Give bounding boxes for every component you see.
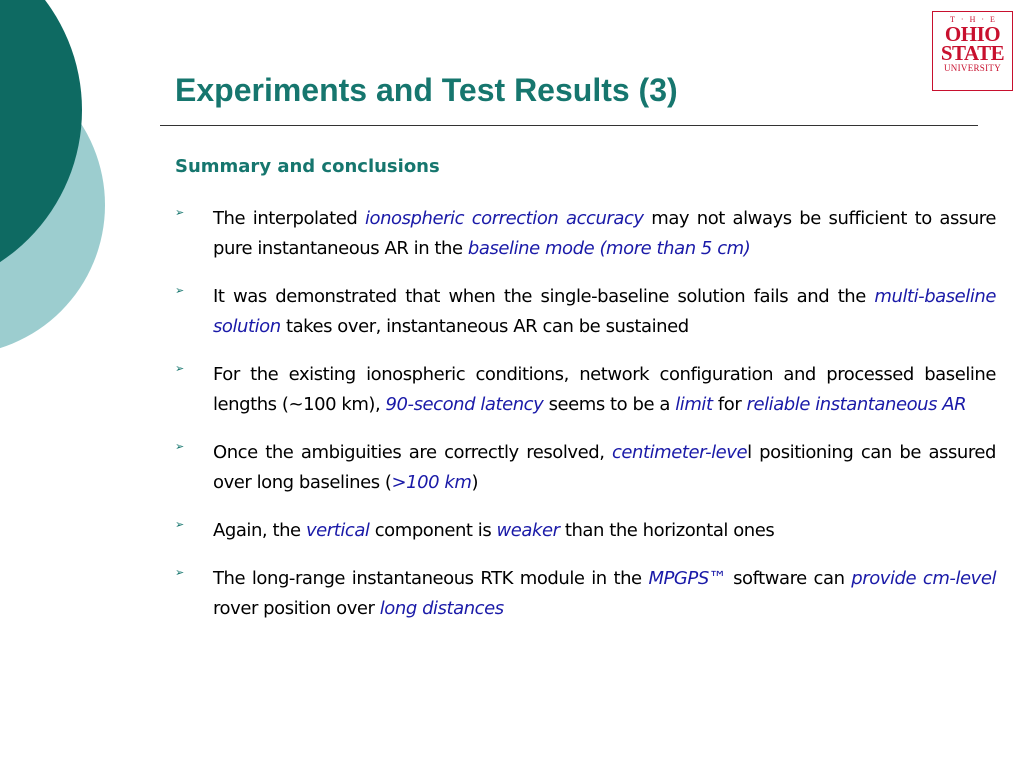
text-segment: )	[471, 472, 479, 493]
bullet-list	[175, 204, 996, 642]
highlighted-phrase: >100 km	[391, 472, 472, 493]
highlighted-phrase: 90-second latency	[385, 394, 544, 415]
text-segment: rover position over	[213, 598, 380, 619]
text-segment: It was demonstrated that when the single-baseline solution fails and the	[213, 286, 875, 307]
text-segment: component is	[369, 520, 497, 541]
logo-ohio: OHIO	[944, 22, 1001, 46]
logo-state: STATE	[940, 41, 1005, 65]
highlighted-phrase: weaker	[496, 520, 560, 541]
text-segment: The long-range instantaneous RTK module in the	[213, 568, 649, 589]
text-segment: The interpolated	[213, 208, 365, 229]
text-segment: may not always be sufficient to assure pure instantaneous AR in the	[213, 208, 996, 259]
text-segment: Once the ambiguities are correctly resolved,	[213, 442, 612, 463]
bullet-arrow-icon: ➢	[175, 518, 185, 531]
text-segment: For the existing ionospheric conditions, network configuration and processed baseline lengths (~100 km),	[213, 364, 996, 415]
highlighted-phrase: vertical	[305, 520, 370, 541]
bullet-text	[213, 282, 996, 342]
highlighted-phrase: reliable instantaneous AR	[746, 394, 967, 415]
highlighted-phrase: centimeter-leve	[611, 442, 748, 463]
bullet-item	[175, 360, 996, 420]
bullet-text	[213, 204, 996, 264]
bullet-arrow-icon: ➢	[175, 206, 185, 219]
highlighted-phrase: MPGPS™	[648, 568, 727, 589]
highlighted-phrase: baseline mode (more than 5 cm)	[467, 238, 751, 259]
text-segment: for	[712, 394, 747, 415]
bullet-arrow-icon: ➢	[175, 362, 185, 375]
bullet-text	[213, 516, 996, 546]
text-segment: seems to be a	[543, 394, 676, 415]
highlighted-phrase: limit	[675, 394, 713, 415]
bullet-arrow-icon: ➢	[175, 284, 185, 297]
highlighted-phrase: provide cm-level	[851, 568, 996, 589]
bullet-item	[175, 204, 996, 264]
text-segment: l positioning can be assured over long baselines (	[213, 442, 996, 493]
title-divider	[160, 125, 978, 126]
text-segment: software can	[726, 568, 852, 589]
highlighted-phrase: multi-baseline solution	[213, 286, 996, 337]
ohio-state-logo	[932, 11, 1013, 91]
logo-university: UNIVERSITY	[944, 63, 1001, 73]
text-segment: than the horizontal ones	[559, 520, 775, 541]
highlighted-phrase: ionospheric correction accuracy	[364, 208, 644, 229]
highlighted-phrase: long distances	[379, 598, 504, 619]
logo-the: T·H·E	[950, 15, 1001, 24]
bullet-item	[175, 282, 996, 342]
bullet-text	[213, 438, 996, 498]
bullet-text	[213, 564, 996, 624]
bullet-text	[213, 360, 996, 420]
bullet-arrow-icon: ➢	[175, 440, 185, 453]
bullet-item	[175, 516, 996, 546]
text-segment: Again, the	[213, 520, 306, 541]
bullet-arrow-icon: ➢	[175, 566, 185, 579]
text-segment: takes over, instantaneous AR can be sustained	[280, 316, 689, 337]
bullet-item	[175, 564, 996, 624]
decorative-circles	[0, 0, 110, 360]
bullet-item	[175, 438, 996, 498]
section-subheading: Summary and conclusions	[175, 156, 440, 177]
slide-title: Experiments and Test Results (3)	[175, 72, 678, 108]
